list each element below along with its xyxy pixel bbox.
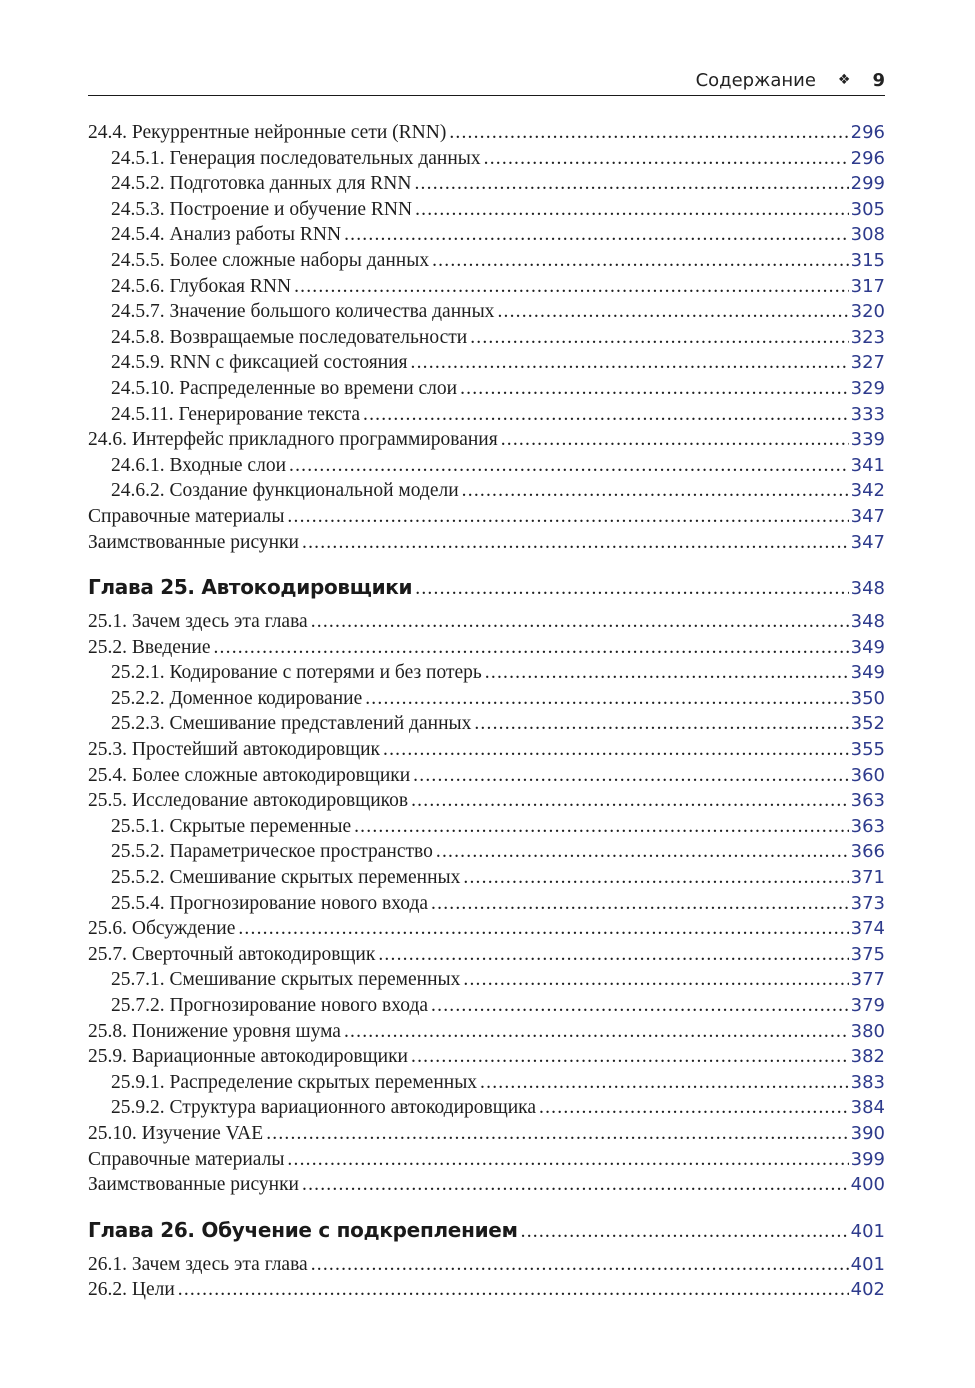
toc-entry-page[interactable]: 296	[850, 147, 885, 169]
toc-subsection[interactable]	[88, 404, 885, 430]
toc-subsection[interactable]	[88, 893, 885, 919]
toc-entry-title: 24.5.10. Распределенные во времени слои	[111, 377, 458, 399]
toc-entry-page[interactable]: 401	[850, 1253, 885, 1275]
toc-section[interactable]	[88, 1174, 885, 1200]
toc-entry-page[interactable]: 382	[850, 1046, 885, 1068]
dot-leader	[311, 611, 849, 633]
toc-entry-page[interactable]: 352	[850, 713, 885, 735]
dot-leader	[378, 944, 848, 966]
dot-leader	[287, 1149, 848, 1171]
toc-entry-title: 25.1. Зачем здесь эта глава	[88, 611, 308, 633]
dot-leader	[302, 532, 849, 554]
toc-entry-title: 25.2.3. Смешивание представлений данных	[111, 713, 472, 735]
toc-subsection[interactable]	[88, 199, 885, 225]
toc-entry-title: 24.5.5. Более сложные наборы данных	[111, 249, 430, 271]
running-head-title: Содержание	[695, 69, 816, 91]
toc-section[interactable]	[88, 765, 885, 791]
toc-section[interactable]	[88, 1046, 885, 1072]
toc-entry-title: 24.5.3. Построение и обучение RNN	[111, 198, 413, 220]
toc-section[interactable]	[88, 611, 885, 637]
toc-entry-page[interactable]: 363	[850, 790, 885, 812]
toc-entry-title: 25.5.2. Смешивание скрытых переменных	[111, 867, 461, 889]
toc-entry-page[interactable]: 384	[850, 1097, 885, 1119]
page-number: 9	[872, 69, 885, 91]
toc-entry-page[interactable]: 317	[850, 275, 885, 297]
dot-leader	[432, 250, 849, 272]
toc-chapter[interactable]	[88, 575, 885, 607]
dot-leader	[462, 480, 849, 502]
toc-entry-title: 24.5.2. Подготовка данных для RNN	[111, 173, 412, 195]
toc-entry-page[interactable]: 383	[850, 1071, 885, 1093]
dot-leader	[294, 276, 849, 298]
toc-subsection[interactable]	[88, 224, 885, 250]
dot-leader	[460, 378, 849, 400]
toc-entry-title: 25.4. Более сложные автокодировщики	[88, 764, 411, 786]
dot-leader	[287, 506, 848, 528]
dot-leader	[484, 148, 849, 170]
running-head	[696, 66, 885, 94]
toc-subsection[interactable]	[88, 173, 885, 199]
header-rule	[88, 95, 885, 96]
toc-entry-title: 25.8. Понижение уровня шума	[88, 1020, 341, 1042]
dot-leader	[485, 662, 849, 684]
toc-entry-title: 25.2. Введение	[88, 636, 211, 658]
toc-entry-page[interactable]: 390	[850, 1122, 885, 1144]
toc-subsection[interactable]	[88, 455, 885, 481]
toc-subsection[interactable]	[88, 713, 885, 739]
toc-entry-page[interactable]: 329	[850, 377, 885, 399]
toc-entry-title: Глава 25. Автокодировщики	[88, 575, 413, 600]
toc-entry-page[interactable]: 350	[850, 687, 885, 709]
dot-leader	[354, 816, 849, 838]
toc-section[interactable]	[88, 1149, 885, 1175]
toc-entry-page[interactable]: 373	[850, 892, 885, 914]
toc-entry-page[interactable]: 342	[850, 480, 885, 502]
toc-entry-page[interactable]: 380	[850, 1020, 885, 1042]
toc-entry-page[interactable]: 348	[850, 611, 885, 633]
toc-section[interactable]	[88, 1279, 885, 1305]
toc-entry-page[interactable]: 400	[850, 1174, 885, 1196]
toc-entry-page[interactable]: 360	[850, 764, 885, 786]
dot-leader	[363, 404, 849, 426]
toc-section[interactable]	[88, 790, 885, 816]
dot-leader	[289, 455, 849, 477]
dot-leader	[431, 893, 849, 915]
dot-leader	[463, 867, 848, 889]
toc-entry-page[interactable]: 402	[850, 1279, 885, 1301]
toc-entry-page[interactable]: 327	[850, 352, 885, 374]
dot-leader	[238, 918, 848, 940]
dot-leader	[344, 224, 849, 246]
toc-entry-page[interactable]: 371	[850, 867, 885, 889]
toc-entry-title: Заимствованные рисунки	[88, 1174, 299, 1196]
dot-leader	[463, 969, 848, 991]
toc-subsection[interactable]	[88, 301, 885, 327]
toc-subsection[interactable]	[88, 148, 885, 174]
dot-leader	[365, 688, 848, 710]
toc-entry-page[interactable]: 315	[850, 249, 885, 271]
toc-entry-page[interactable]: 379	[850, 995, 885, 1016]
toc-entry-title: 25.7.1. Смешивание скрытых переменных	[111, 969, 461, 991]
toc-entry-page[interactable]: 299	[850, 173, 885, 195]
toc-entry-title: 25.5.1. Скрытые переменные	[111, 815, 352, 837]
dot-leader	[411, 790, 849, 812]
toc-section[interactable]	[88, 918, 885, 944]
toc-entry-title: Справочные материалы	[88, 505, 285, 527]
toc-section[interactable]	[88, 1021, 885, 1047]
table-of-contents	[88, 122, 885, 1305]
toc-entry-page[interactable]: 399	[850, 1148, 885, 1170]
toc-entry-title: 24.5.4. Анализ работы RNN	[111, 224, 342, 246]
toc-entry-page[interactable]: 355	[850, 739, 885, 761]
toc-entry-title: 25.6. Обсуждение	[88, 918, 236, 940]
toc-subsection[interactable]	[88, 688, 885, 714]
toc-entry-page[interactable]: 374	[850, 918, 885, 940]
dot-leader	[411, 352, 849, 374]
dot-leader	[449, 122, 848, 144]
dot-leader	[213, 637, 848, 659]
dot-leader	[266, 1123, 848, 1145]
toc-section[interactable]	[88, 429, 885, 455]
toc-subsection[interactable]	[88, 352, 885, 378]
toc-chapter[interactable]	[88, 1218, 885, 1250]
toc-entry-page[interactable]: 308	[850, 224, 885, 246]
toc-entry-title: 24.5.8. Возвращаемые последовательности	[111, 326, 468, 348]
dot-leader	[501, 429, 849, 451]
toc-entry-title: 24.5.6. Глубокая RNN	[111, 275, 292, 297]
toc-section[interactable]	[88, 1123, 885, 1149]
toc-entry-title: 25.5. Исследование автокодировщиков	[88, 790, 409, 812]
toc-entry-page[interactable]: 401	[850, 1220, 885, 1242]
toc-subsection[interactable]	[88, 327, 885, 353]
toc-section[interactable]	[88, 506, 885, 532]
toc-entry-title: 25.9.2. Структура вариационного автокодировщика	[111, 1097, 537, 1119]
toc-entry-title: 24.6. Интерфейс прикладного программирования	[88, 429, 498, 451]
toc-entry-title: 24.5.7. Значение большого количества данных	[111, 301, 495, 323]
toc-entry-page[interactable]: 349	[850, 662, 885, 684]
toc-entry-title: 26.1. Зачем здесь эта глава	[88, 1253, 308, 1275]
dot-leader	[497, 301, 848, 323]
dot-leader	[470, 327, 848, 349]
toc-entry-page[interactable]: 320	[850, 301, 885, 323]
toc-entry-title: 24.5.11. Генерирование текста	[111, 403, 360, 425]
toc-entry-page[interactable]: 305	[850, 198, 885, 220]
toc-entry-page[interactable]: 349	[850, 636, 885, 658]
dot-leader	[178, 1279, 849, 1301]
toc-section[interactable]	[88, 944, 885, 970]
dot-leader	[383, 739, 849, 761]
toc-entry-page[interactable]: 377	[850, 969, 885, 991]
toc-entry-page[interactable]: 366	[850, 841, 885, 863]
toc-entry-title: 25.9. Вариационные автокодировщики	[88, 1046, 408, 1068]
toc-entry-title: Заимствованные рисунки	[88, 531, 299, 553]
toc-entry-title: 24.6.1. Входные слои	[111, 454, 287, 476]
toc-entry-title: Глава 26. Обучение с подкреплением	[88, 1217, 518, 1242]
toc-subsection[interactable]	[88, 867, 885, 893]
dot-leader	[521, 1221, 849, 1243]
toc-entry-page[interactable]: 296	[850, 122, 885, 143]
toc-entry-title: 25.2.2. Доменное кодирование	[111, 687, 363, 709]
toc-subsection[interactable]	[88, 480, 885, 506]
toc-entry-page[interactable]: 347	[850, 505, 885, 527]
toc-subsection[interactable]	[88, 250, 885, 276]
dot-leader	[436, 841, 849, 863]
toc-entry-title: 24.6.2. Создание функциональной модели	[111, 480, 459, 502]
toc-subsection[interactable]	[88, 841, 885, 867]
toc-subsection[interactable]	[88, 1097, 885, 1123]
toc-subsection[interactable]	[88, 1072, 885, 1098]
dot-leader	[414, 173, 848, 195]
dot-leader	[415, 578, 848, 600]
toc-entry-page[interactable]: 363	[850, 815, 885, 837]
dot-leader	[311, 1254, 849, 1276]
toc-entry-title: 25.5.2. Параметрическое пространство	[111, 841, 433, 863]
toc-entry-title: 25.10. Изучение VAE	[88, 1122, 264, 1144]
toc-subsection[interactable]	[88, 276, 885, 302]
toc-entry-title: 24.5.9. RNN с фиксацией состояния	[111, 352, 408, 374]
toc-subsection[interactable]	[88, 662, 885, 688]
dot-leader	[344, 1021, 849, 1043]
toc-entry-page[interactable]: 348	[850, 578, 885, 600]
toc-entry-page[interactable]: 347	[850, 531, 885, 553]
dot-leader	[431, 995, 849, 1017]
toc-entry-page[interactable]: 341	[850, 454, 885, 476]
toc-entry-title: Справочные материалы	[88, 1148, 285, 1170]
toc-section[interactable]	[88, 122, 885, 148]
toc-section[interactable]	[88, 532, 885, 558]
toc-entry-title: 24.5.1. Генерация последовательных данных	[111, 147, 481, 169]
toc-entry-page[interactable]: 323	[850, 326, 885, 348]
toc-entry-title: 25.2.1. Кодирование с потерями и без потерь	[111, 662, 482, 684]
toc-entry-title: 24.4. Рекуррентные нейронные сети (RNN)	[88, 122, 447, 143]
dot-leader	[539, 1097, 849, 1119]
dot-leader	[413, 765, 848, 787]
toc-section[interactable]	[88, 1254, 885, 1280]
dot-leader	[411, 1046, 849, 1068]
toc-entry-page[interactable]: 375	[850, 943, 885, 965]
toc-entry-title: 26.2. Цели	[88, 1279, 175, 1301]
toc-subsection[interactable]	[88, 969, 885, 995]
toc-entry-title: 25.3. Простейший автокодировщик	[88, 739, 381, 761]
toc-subsection[interactable]	[88, 816, 885, 842]
dot-leader	[474, 713, 848, 735]
toc-subsection[interactable]	[88, 995, 885, 1021]
ornament-icon: ❖	[837, 72, 851, 88]
toc-entry-title: 25.5.4. Прогнозирование нового входа	[111, 892, 429, 914]
toc-entry-title: 25.7.2. Прогнозирование нового входа	[111, 995, 429, 1016]
toc-section[interactable]	[88, 637, 885, 663]
toc-entry-page[interactable]: 339	[850, 429, 885, 451]
toc-entry-page[interactable]: 333	[850, 403, 885, 425]
toc-subsection[interactable]	[88, 378, 885, 404]
toc-entry-title: 25.9.1. Распределение скрытых переменных	[111, 1071, 478, 1093]
dot-leader	[480, 1072, 849, 1094]
dot-leader	[302, 1174, 849, 1196]
toc-entry-title: 25.7. Сверточный автокодировщик	[88, 943, 376, 965]
toc-section[interactable]	[88, 739, 885, 765]
dot-leader	[415, 199, 849, 221]
